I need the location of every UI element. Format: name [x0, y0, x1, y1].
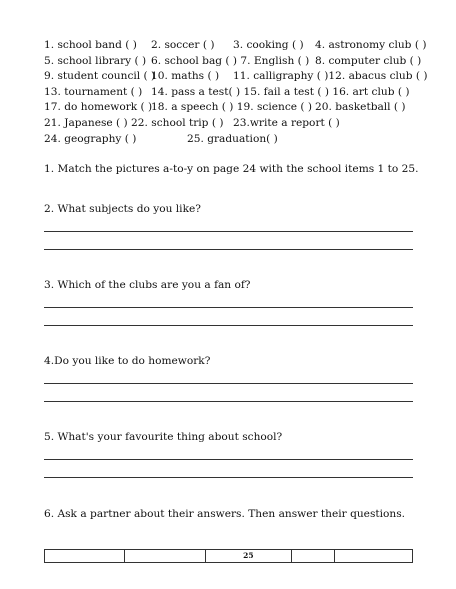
answer-line[interactable]: [44, 231, 413, 232]
page-number: 25: [206, 550, 292, 562]
question-partner: 6. Ask a partner about their answers. Then answer their questions.: [44, 508, 406, 520]
vocab-item: 13. tournament ( ): [44, 85, 143, 98]
footer-cell: [45, 550, 125, 562]
question-subjects: 2. What subjects do you like?: [44, 203, 201, 215]
vocab-item: 17. do homework ( ): [44, 101, 153, 114]
answer-line[interactable]: [44, 459, 413, 460]
vocab-item: 20. basketball ( ): [315, 101, 406, 114]
answer-line[interactable]: [44, 401, 413, 402]
vocab-item: 2. soccer ( ): [151, 39, 215, 51]
answer-line[interactable]: [44, 477, 413, 478]
question-homework: 4.Do you like to do homework?: [44, 355, 211, 367]
footer-cell: [335, 550, 412, 562]
vocab-row: [44, 134, 444, 150]
vocab-item: 9. student council ( ): [44, 70, 156, 83]
vocab-item: 1. school band ( ): [44, 39, 137, 51]
matching-instruction: 1. Match the pictures a-to-y on page 24 with the school items 1 to 25.: [44, 163, 419, 175]
vocab-row: [44, 87, 444, 103]
question-clubs: 3. Which of the clubs are you a fan of?: [44, 279, 251, 291]
footer-cell: [125, 550, 207, 562]
vocab-item: 24. geography ( ): [44, 132, 137, 145]
answer-line[interactable]: [44, 383, 413, 384]
page-footer: [44, 549, 413, 563]
vocab-row: [44, 102, 444, 118]
vocab-row: [44, 56, 444, 72]
vocab-item: 18. a speech ( ) 19. science ( ): [151, 101, 313, 114]
vocab-item: 21. Japanese ( ) 22. school trip ( ): [44, 116, 224, 129]
vocab-item: 3. cooking ( ): [233, 39, 304, 51]
vocab-item: 14. pass a test( ) 15. fail a test ( ) 16. art club ( ): [151, 85, 410, 98]
vocab-item: 23.write a report ( ): [233, 116, 340, 129]
vocab-item: 5. school library ( ): [44, 54, 147, 67]
vocab-row: [44, 71, 444, 87]
vocabulary-list: [44, 40, 444, 149]
vocab-row: [44, 118, 444, 134]
vocab-row: [44, 40, 444, 56]
vocab-item: 8. computer club ( ): [315, 54, 422, 67]
vocab-item: 10. maths ( ): [151, 70, 220, 83]
vocab-item: 4. astronomy club ( ): [315, 39, 427, 51]
vocab-item: 6. school bag ( ) 7. English ( ): [151, 54, 310, 67]
question-favourite: 5. What's your favourite thing about school?: [44, 431, 283, 443]
footer-cell: [292, 550, 336, 562]
vocab-item: 25. graduation( ): [187, 132, 278, 145]
vocab-item: 11. calligraphy ( )12. abacus club ( ): [233, 70, 428, 83]
answer-line[interactable]: [44, 325, 413, 326]
answer-line[interactable]: [44, 249, 413, 250]
answer-line[interactable]: [44, 307, 413, 308]
